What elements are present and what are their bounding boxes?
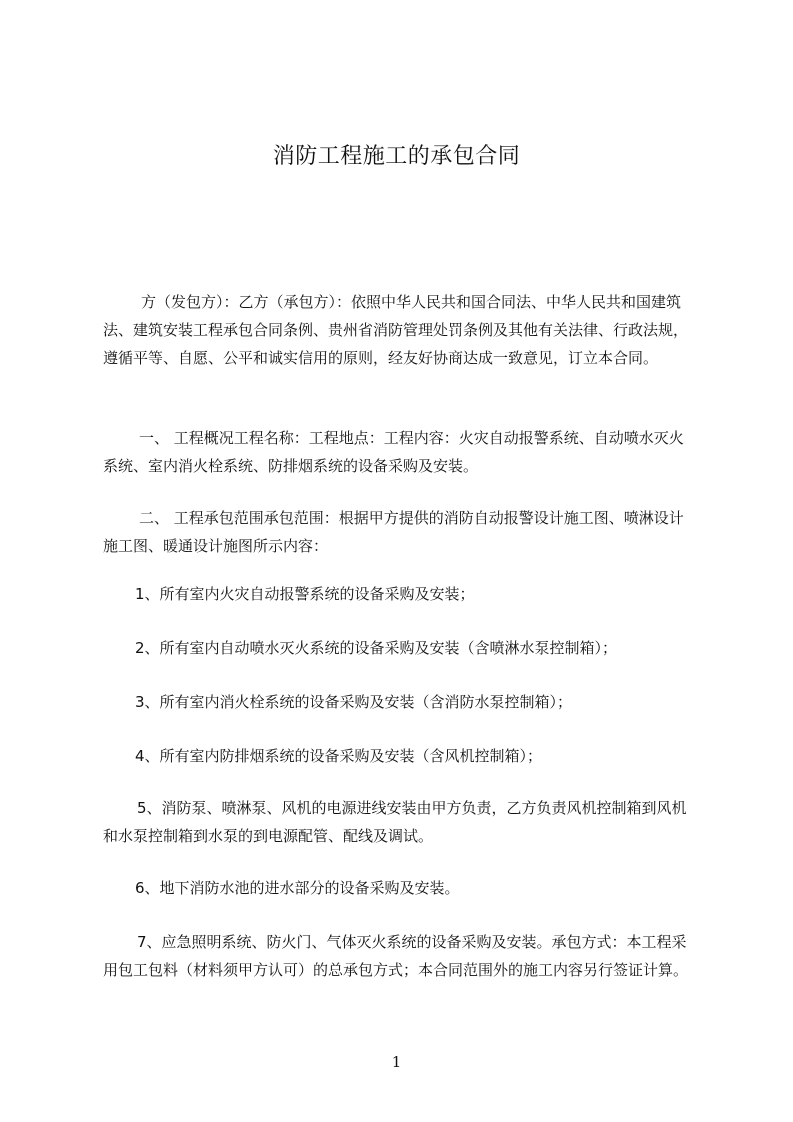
intro-paragraph: 方（发包方）：乙方（承包方）：依照中华人民共和国合同法、中华人民共和国建筑法、建筑安装工程承包合同条例、贵州省消防管理处罚条例及其他有关法律、行政法规，遵循平等、自愿、公平和诚实信用的原则，经友好协商达成一致意见，订立本合同。 (103, 293, 689, 367)
scope-item-2: 2、所有室内自动喷水灭火系统的设备采购及安装（含喷淋水泵控制箱）； (135, 639, 618, 657)
section-2-paragraph: 二、 工程承包范围承包范围：根据甲方提供的消防自动报警设计施工图、喷淋设计施工图、暖通设计施图所示内容： (103, 509, 684, 555)
scope-item-4: 4、所有室内防排烟系统的设备采购及安装（含风机控制箱）； (135, 747, 543, 765)
scope-item-6: 6、地下消防水池的进水部分的设备采购及安装。 (135, 879, 460, 897)
scope-item-7: 7、应急照明系统、防火门、气体灭火系统的设备采购及安装。承包方式：本工程采用包工包料（材料须甲方认可）的总承包方式；本合同范围外的施工内容另行签证计算。 (103, 933, 689, 979)
scope-item-1: 1、所有室内火灾自动报警系统的设备采购及安装； (135, 585, 475, 603)
document-title: 消防工程施工的承包合同 (272, 144, 521, 169)
section-1-paragraph: 一、 工程概况工程名称：工程地点：工程内容：火灾自动报警系统、自动喷水灭火系统、室内消火栓系统、防排烟系统的设备采购及安装。 (103, 429, 684, 475)
scope-item-5: 5、消防泵、喷淋泵、风机的电源进线安装由甲方负责，乙方负责风机控制箱到风机和水泵控制箱到水泵的到电源配管、配线及调试。 (103, 799, 687, 845)
page-number: 1 (391, 1053, 402, 1071)
scope-item-3: 3、所有室内消火栓系统的设备采购及安装（含消防水泵控制箱）； (135, 693, 573, 711)
